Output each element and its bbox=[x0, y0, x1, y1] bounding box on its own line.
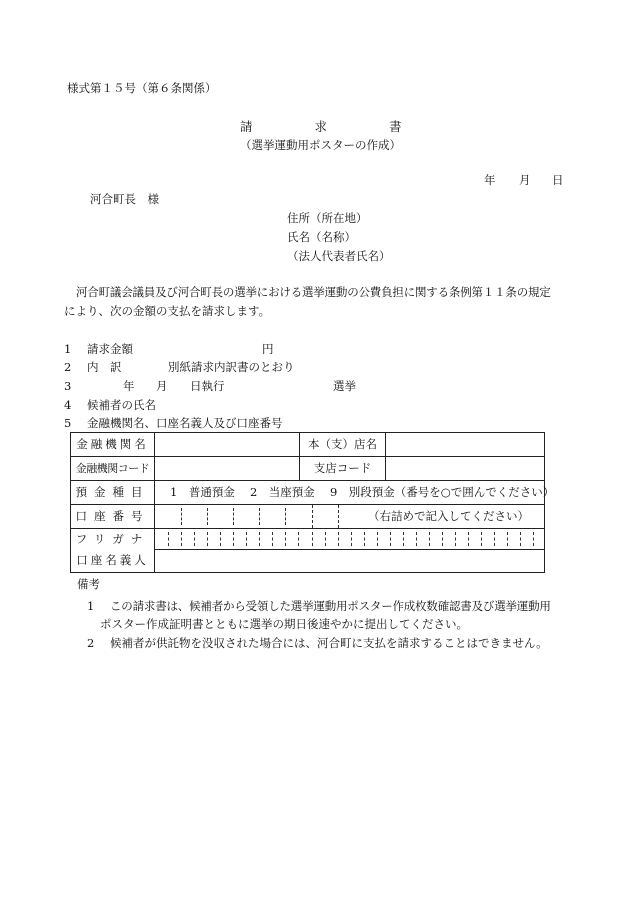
branch-name-label: 本（支）店名 bbox=[300, 433, 386, 457]
note-2-text: 候補者が供託物を没収された場合には、河合町に支払を請求することはできません。 bbox=[110, 636, 548, 650]
title-char-2: 求 bbox=[314, 119, 328, 134]
branch-code-field[interactable] bbox=[386, 457, 545, 481]
item-1-number: 1 bbox=[64, 342, 72, 356]
bank-code-row bbox=[71, 457, 545, 481]
item-3-month: 月 bbox=[156, 379, 168, 393]
deposit-type-row bbox=[71, 481, 545, 505]
item-2-number: 2 bbox=[64, 360, 72, 374]
item-4-label: 候補者の氏名 bbox=[87, 398, 156, 412]
item-2-label: 内 訳 bbox=[87, 360, 122, 374]
title-char-1: 請 bbox=[240, 119, 253, 134]
item-1-unit: 円 bbox=[262, 342, 274, 356]
bank-name-row bbox=[71, 433, 545, 457]
applicant-representative-label: （法人代表者氏名） bbox=[287, 249, 391, 263]
account-number-field[interactable] bbox=[155, 505, 545, 529]
date-month: 月 bbox=[519, 173, 531, 187]
bank-name-label: 金融機関名 bbox=[71, 433, 155, 457]
body-text-line-1: 河合町議会議員及び河合町長の選挙における選挙運動の公費負担に関する条例第１１条の規定 bbox=[76, 285, 551, 299]
document-subtitle: （選挙運動用ポスターの作成） bbox=[240, 138, 401, 152]
document-title bbox=[240, 121, 402, 134]
form-number: 様式第１５号（第６条関係） bbox=[67, 81, 217, 95]
item-2-value: 別紙請求内訳書のとおり bbox=[168, 360, 295, 374]
date-year: 年 bbox=[484, 173, 496, 187]
note-1-line-1: この請求書は、候補者から受領した選挙運動用ポスター作成枚数確認書及び選挙運動用 bbox=[110, 599, 551, 613]
item-3-day: 日執行 bbox=[190, 379, 225, 393]
branch-code-label: 支店コード bbox=[300, 457, 386, 481]
notes-heading: 備考 bbox=[77, 577, 100, 591]
account-holder-label: 口座名義人 bbox=[71, 550, 155, 573]
item-3-year: 年 bbox=[123, 379, 135, 393]
applicant-name-label: 氏名（名称） bbox=[287, 230, 356, 244]
note-1-line-2: ポスター作成証明書とともに選挙の期日後速やかに提出してください。 bbox=[100, 617, 468, 631]
item-3-number: 3 bbox=[64, 379, 72, 393]
applicant-address-label: 住所（所在地） bbox=[287, 211, 368, 225]
note-1-number: 1 bbox=[87, 599, 95, 613]
bank-account-table bbox=[70, 432, 555, 573]
branch-name-field[interactable] bbox=[386, 433, 545, 457]
deposit-type-options[interactable]: 1 普通預金 2 当座預金 9 別段預金（番号を○で囲んでください） bbox=[155, 481, 545, 505]
date-day: 日 bbox=[552, 173, 564, 187]
body-text-line-2: により、次の金額の支払を請求します。 bbox=[64, 304, 271, 318]
deposit-type-label: 預金種目 bbox=[71, 481, 155, 505]
bank-code-field[interactable] bbox=[155, 457, 300, 481]
account-number-row bbox=[71, 505, 545, 529]
item-1-label: 請求金額 bbox=[87, 342, 133, 356]
bank-name-field[interactable] bbox=[155, 433, 300, 457]
account-number-note: （右詰めで記入してください） bbox=[368, 509, 529, 523]
furigana-label: フリガナ bbox=[71, 529, 155, 550]
account-holder-field[interactable] bbox=[155, 550, 545, 573]
note-2-number: 2 bbox=[87, 636, 95, 650]
account-holder-row bbox=[71, 550, 545, 573]
item-5-number: 5 bbox=[64, 416, 72, 430]
bank-code-label: 金融機関コード bbox=[71, 457, 155, 481]
item-4-number: 4 bbox=[64, 398, 72, 412]
account-number-label: 口座番号 bbox=[71, 505, 155, 529]
furigana-row bbox=[71, 529, 545, 550]
furigana-field[interactable] bbox=[155, 529, 545, 550]
item-3-election: 選挙 bbox=[333, 379, 356, 393]
addressee: 河合町長 様 bbox=[90, 192, 159, 206]
title-char-3: 書 bbox=[389, 119, 402, 134]
item-5-label: 金融機関名、口座名義人及び口座番号 bbox=[87, 416, 283, 430]
